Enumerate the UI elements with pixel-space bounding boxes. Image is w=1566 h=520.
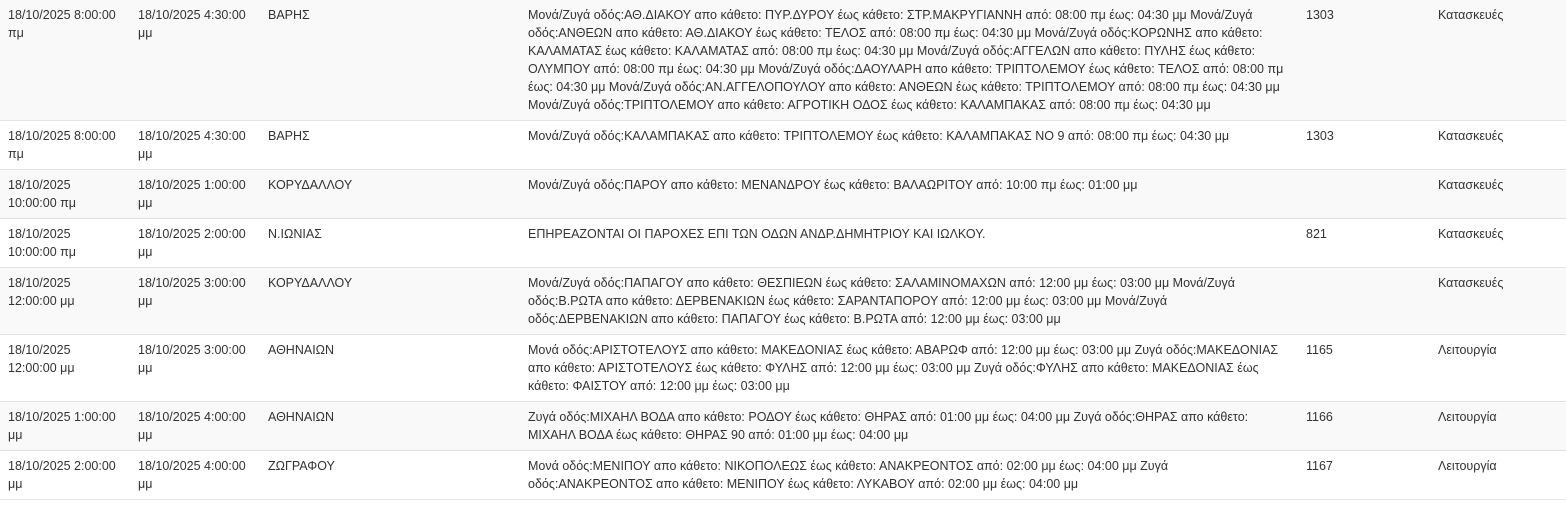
- end-time-cell: 18/10/2025 4:00:00 μμ: [138, 410, 246, 442]
- description-cell: Ζυγά οδός:ΜΙΧΑΗΛ ΒΟΔΑ απο κάθετο: ΡΟΔΟΥ έως κάθετο: ΘΗΡΑΣ από: 01:00 μμ έως: 04:00 μμ Ζυγά οδός:ΘΗΡΑΣ απο κάθετο: ΜΙΧΑΗΛ ΒΟΔΑ έως κάθετο: ΘΗΡΑΣ 90 από: 01:00 μμ έως: 04:00 μμ: [528, 410, 1249, 442]
- description-cell: Μονά/Ζυγά οδός:ΚΑΛΑΜΠΑΚΑΣ απο κάθετο: ΤΡΙΠΤΟΛΕΜΟΥ έως κάθετο: ΚΑΛΑΜΠΑΚΑΣ ΝΟ 9 από: 08:00 πμ έως: 04:30 μμ: [528, 129, 1230, 143]
- number-cell: 821: [1306, 227, 1327, 241]
- end-time-cell: 18/10/2025 4:30:00 μμ: [138, 129, 246, 161]
- table-row: [0, 219, 1566, 268]
- area-cell: ΑΘΗΝΑΙΩΝ: [268, 343, 335, 357]
- end-time-cell: 18/10/2025 2:00:00 μμ: [138, 227, 246, 259]
- table-row: [0, 451, 1566, 500]
- area-cell: ΒΑΡΗΣ: [268, 129, 310, 143]
- type-cell: Λειτουργία: [1438, 410, 1497, 424]
- description-cell: Μονά/Ζυγά οδός:ΠΑΠΑΓΟΥ απο κάθετο: ΘΕΣΠΙΕΩΝ έως κάθετο: ΣΑΛΑΜΙΝΟΜΑΧΩΝ από: 12:00 μμ έως: 03:00 μμ Μονά/Ζυγά οδός:Β.ΡΩΤΑ απο κάθετο: ΔΕΡΒΕΝΑΚΙΩΝ έως κάθετο: ΣΑΡΑΝΤΑΠΟΡΟΥ από: 12:00 μμ έως: 03:00 μμ Μονά/Ζυγά οδός:ΔΕΡΒΕΝΑΚΙΩΝ απο κάθετο: ΠΑΠΑΓΟΥ έως κάθετο: Β.ΡΩΤΑ από: 12:00 μμ έως: 03:00 μμ: [528, 276, 1235, 326]
- start-time-cell: 18/10/2025 12:00:00 μμ: [8, 276, 75, 308]
- number-cell: 1167: [1306, 459, 1333, 473]
- start-time-cell: 18/10/2025 10:00:00 πμ: [8, 178, 76, 210]
- end-time-cell: 18/10/2025 4:00:00 μμ: [138, 459, 246, 491]
- type-cell: Λειτουργία: [1438, 343, 1497, 357]
- end-time-cell: 18/10/2025 3:00:00 μμ: [138, 276, 246, 308]
- start-time-cell: 18/10/2025 10:00:00 πμ: [8, 227, 76, 259]
- end-time-cell: 18/10/2025 4:30:00 μμ: [138, 8, 246, 40]
- number-cell: [1302, 268, 1432, 335]
- area-cell: ΒΑΡΗΣ: [268, 8, 310, 22]
- table-row: [0, 268, 1566, 335]
- end-time-cell: 18/10/2025 1:00:00 μμ: [138, 178, 246, 210]
- table-row: [0, 0, 1566, 121]
- type-cell: Κατασκευές: [1438, 276, 1504, 290]
- area-cell: ΑΘΗΝΑΙΩΝ: [268, 410, 335, 424]
- number-cell: 1303: [1306, 129, 1334, 143]
- area-cell: ΖΩΓΡΑΦΟΥ: [268, 459, 335, 473]
- table-row: [0, 170, 1566, 219]
- area-cell: Ν.ΙΩΝΙΑΣ: [268, 227, 322, 241]
- type-cell: Κατασκευές: [1438, 227, 1504, 241]
- description-cell: Μονά/Ζυγά οδός:ΑΘ.ΔΙΑΚΟΥ απο κάθετο: ΠΥΡ.ΔΥΡΟΥ έως κάθετο: ΣΤΡ.ΜΑΚΡΥΓΙΑΝΝΗ από: 08:00 πμ έως: 04:30 μμ Μονά/Ζυγά οδός:ΑΝΘΕΩΝ απο κάθετο: ΑΘ.ΔΙΑΚΟΥ έως κάθετο: ΤΕΛΟΣ από: 08:00 πμ έως: 04:30 μμ Μονά/Ζυγά οδός:ΚΟΡΩΝΗΣ απο κάθετο: ΚΑΛΑΜΑΤΑΣ έως κάθετο: ΚΑΛΑΜΑΤΑΣ από: 08:00 πμ έως: 04:30 μμ Μονά/Ζυγά οδός:ΑΓΓΕΛΩΝ απο κάθετο: ΠΥΛΗΣ έως κάθετο: ΟΛΥΜΠΟΥ από: 08:00 πμ έως: 04:30 μμ Μονά/Ζυγά οδός:ΔΑΟΥΛΑΡΗ απο κάθετο: ΤΡΙΠΤΟΛΕΜΟΥ έως κάθετο: ΤΕΛΟΣ από: 08:00 πμ έως: 04:30 μμ Μονά/Ζυγά οδός:ΑΝ.ΑΓΓΕΛΟΠΟΥΛΟΥ απο κάθετο: ΑΝΘΕΩΝ έως κάθετο: ΤΡΙΠΤΟΛΕΜΟΥ από: 08:00 πμ έως: 04:30 μμ Μονά/Ζυγά οδός:ΤΡΙΠΤΟΛΕΜΟΥ απο κάθετο: ΑΓΡΟΤΙΚΗ ΟΔΟΣ έως κάθετο: ΚΑΛΑΜΠΑΚΑΣ από: 08:00 πμ έως: 04:30 μμ: [528, 8, 1284, 112]
- description-cell: ΕΠΗΡΕΑΖΟΝΤΑΙ ΟΙ ΠΑΡΟΧΕΣ ΕΠΙ ΤΩΝ ΟΔΩΝ ΑΝΔΡ.ΔΗΜΗΤΡΙΟΥ ΚΑΙ ΙΩΛΚΟΥ.: [528, 227, 986, 241]
- number-cell: 1303: [1306, 8, 1334, 22]
- area-cell: ΚΟΡΥΔΑΛΛΟΥ: [268, 178, 353, 192]
- type-cell: Κατασκευές: [1438, 178, 1504, 192]
- area-cell: ΚΟΡΥΔΑΛΛΟΥ: [268, 276, 353, 290]
- number-cell: [1302, 170, 1432, 219]
- description-cell: Μονά οδός:ΑΡΙΣΤΟΤΕΛΟΥΣ απο κάθετο: ΜΑΚΕΔΟΝΙΑΣ έως κάθετο: ΑΒΑΡΩΦ από: 12:00 μμ έως: 03:00 μμ Ζυγά οδός:ΜΑΚΕΔΟΝΙΑΣ απο κάθετο: ΑΡΙΣΤΟΤΕΛΟΥΣ έως κάθετο: ΦΥΛΗΣ από: 12:00 μμ έως: 03:00 μμ Ζυγά οδός:ΦΥΛΗΣ απο κάθετο: ΜΑΚΕΔΟΝΙΑΣ έως κάθετο: ΦΑΙΣΤΟΥ από: 12:00 μμ έως: 03:00 μμ: [528, 343, 1279, 393]
- end-time-cell: 18/10/2025 3:00:00 μμ: [138, 343, 246, 375]
- table-row: [0, 402, 1566, 451]
- number-cell: 1165: [1306, 343, 1333, 357]
- type-cell: Λειτουργία: [1438, 459, 1497, 473]
- start-time-cell: 18/10/2025 8:00:00 πμ: [8, 8, 116, 40]
- type-cell: Κατασκευές: [1438, 129, 1504, 143]
- table-row: [0, 335, 1566, 402]
- number-cell: 1166: [1306, 410, 1333, 424]
- description-cell: Μονά οδός:ΜΕΝΙΠΟΥ απο κάθετο: ΝΙΚΟΠΟΛΕΩΣ έως κάθετο: ΑΝΑΚΡΕΟΝΤΟΣ από: 02:00 μμ έως: 04:00 μμ Ζυγά οδός:ΑΝΑΚΡΕΟΝΤΟΣ απο κάθετο: ΜΕΝΙΠΟΥ έως κάθετο: ΛΥΚΑΒΟΥ από: 02:00 μμ έως: 04:00 μμ: [528, 459, 1169, 491]
- start-time-cell: 18/10/2025 1:00:00 μμ: [8, 410, 116, 442]
- table-row: [0, 121, 1566, 170]
- start-time-cell: 18/10/2025 2:00:00 μμ: [8, 459, 116, 491]
- description-cell: Μονά/Ζυγά οδός:ΠΑΡΟΥ απο κάθετο: ΜΕΝΑΝΔΡΟΥ έως κάθετο: ΒΑΛΑΩΡΙΤΟΥ από: 10:00 πμ έως: 01:00 μμ: [528, 178, 1138, 192]
- start-time-cell: 18/10/2025 12:00:00 μμ: [8, 343, 75, 375]
- type-cell: Κατασκευές: [1438, 8, 1504, 22]
- start-time-cell: 18/10/2025 8:00:00 πμ: [8, 129, 116, 161]
